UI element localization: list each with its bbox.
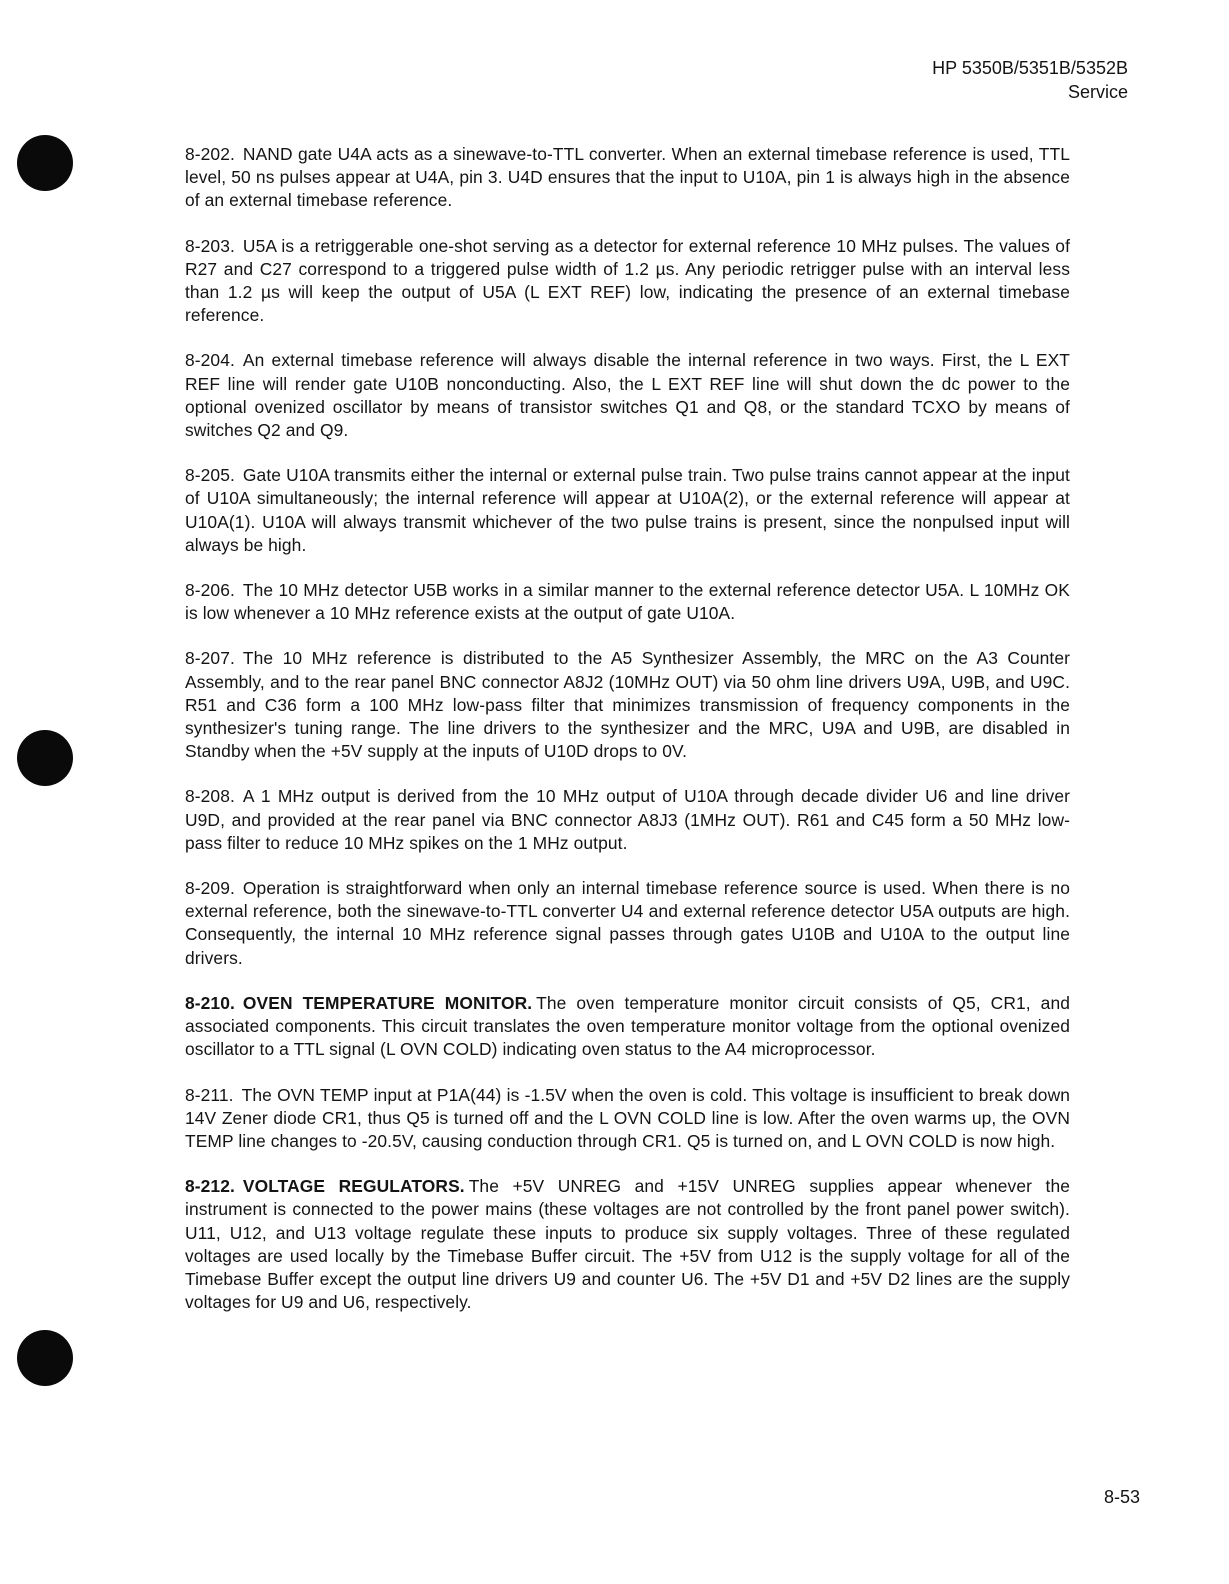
paragraph-text: The OVN TEMP input at P1A(44) is -1.5V when the oven is cold. This voltage is insufficient to break down 14V Zener diode CR1, thus Q5 is turned off and the L OVN COLD line is low. After the oven warms up, the OVN TEMP line changes to -20.5V, causing conduction through CR1. Q5 is turned on, and L OVN COLD is now high. <box>185 1084 1070 1151</box>
header-section: Service <box>1067 82 1128 102</box>
section-heading: VOLTAGE REGULATORS. <box>242 1176 465 1197</box>
paragraph-8-204 <box>185 349 1070 442</box>
paragraph-number: 8-211. <box>185 1084 234 1105</box>
paragraph-text: A 1 MHz output is derived from the 10 MHz output of U10A through decade divider U6 and line driver U9D, and provided at the rear panel via BNC connector A8J3 (1MHz OUT). R61 and C45 form a 50 MHz low-pass filter to reduce 10 MHz spikes on the 1 MHz output. <box>185 786 1070 853</box>
paragraph-8-203 <box>185 235 1070 328</box>
paragraph-8-210 <box>185 992 1070 1062</box>
paragraph-number: 8-210. <box>185 992 235 1013</box>
binder-hole-bottom <box>17 1330 73 1386</box>
paragraph-number: 8-208. <box>185 786 235 807</box>
section-heading: OVEN TEMPERATURE MONITOR. <box>242 992 533 1013</box>
body-text <box>185 143 1070 1336</box>
paragraph-8-209 <box>185 877 1070 970</box>
paragraph-number: 8-203. <box>185 235 235 256</box>
paragraph-text: The 10 MHz reference is distributed to the A5 Synthesizer Assembly, the MRC on the A3 Counter Assembly, and to the rear panel BNC connector A8J2 (10MHz OUT) via 50 ohm line drivers U9A, U9B, and U9C. R51 and C36 form a 100 MHz low-pass filter that minimizes transmission of frequency components in the synthesizer's tuning range. The line drivers to the synthesizer and the MRC, U9A and U9B, are disabled in Standby when the +5V supply at the inputs of U10D drops to 0V. <box>185 648 1070 762</box>
paragraph-text: The +5V UNREG and +15V UNREG supplies appear whenever the instrument is connected to the power mains (these voltages are not controlled by the front panel power switch). U11, U12, and U13 voltage regulate these inputs to produce six supply voltages. Three of these regulated voltages are used locally by the Timebase Buffer circuit. The +5V from U12 is the supply voltage for all of the Timebase Buffer except the output line drivers U9 and counter U6. The +5V D1 and +5V D2 lines are the supply voltages for U9 and U6, respectively. <box>185 1176 1070 1313</box>
paragraph-text: The 10 MHz detector U5B works in a similar manner to the external reference detector U5A. L 10MHz OK is low whenever a 10 MHz reference exists at the output of gate U10A. <box>185 580 1070 624</box>
paragraph-8-205 <box>185 464 1070 557</box>
paragraph-text: U5A is a retriggerable one-shot serving as a detector for external reference 10 MHz pulses. The values of R27 and C27 correspond to a triggered pulse width of 1.2 µs. Any periodic retrigger pulse with an interval less than 1.2 µs will keep the output of U5A (L EXT REF) low, indicating the presence of an external timebase reference. <box>185 235 1070 326</box>
binder-hole-top <box>17 135 73 191</box>
paragraph-number: 8-204. <box>185 350 235 371</box>
paragraph-8-202 <box>185 143 1070 213</box>
paragraph-8-211 <box>185 1084 1070 1154</box>
page-number: 8-53 <box>1103 1487 1140 1507</box>
paragraph-text: The oven temperature monitor circuit consists of Q5, CR1, and associated components. This circuit translates the oven temperature monitor voltage from the optional ovenized oscillator to a TTL signal (L OVN COLD) indicating oven status to the A4 microprocessor. <box>185 992 1070 1060</box>
paragraph-text: An external timebase reference will always disable the internal reference in two ways. First, the L EXT REF line will render gate U10B nonconducting. Also, the L EXT REF line will shut down the dc power to the optional ovenized oscillator by means of transistor switches Q1 and Q8, or the standard TCXO by means of switches Q2 and Q9. <box>185 350 1070 441</box>
page-header <box>932 56 1128 104</box>
paragraph-number: 8-206. <box>185 580 235 601</box>
paragraph-8-206 <box>185 579 1070 625</box>
paragraph-number: 8-205. <box>185 465 235 486</box>
binder-hole-middle <box>17 730 73 786</box>
paragraph-text: Operation is straightforward when only an internal timebase reference source is used. When there is no external reference, both the sinewave-to-TTL converter U4 and external reference detector U5A outputs are high. Consequently, the internal 10 MHz reference signal passes through gates U10B and U10A to the output line drivers. <box>185 878 1070 968</box>
paragraph-number: 8-207. <box>185 648 235 669</box>
paragraph-text: Gate U10A transmits either the internal or external pulse train. Two pulse trains cannot appear at the input of U10A simultaneously; the internal reference will appear at U10A(2), or the external reference will appear at U10A(1). U10A will always transmit whichever of the two pulse trains is present, since the nonpulsed input will always be high. <box>185 465 1070 555</box>
paragraph-text: NAND gate U4A acts as a sinewave-to-TTL converter. When an external timebase reference is used, TTL level, 50 ns pulses appear at U4A, pin 3. U4D ensures that the input to U10A, pin 1 is always high in the absence of an external timebase reference. <box>185 144 1070 211</box>
paragraph-number: 8-209. <box>185 878 235 899</box>
header-model: HP 5350B/5351B/5352B <box>932 58 1128 78</box>
paragraph-number: 8-212. <box>185 1176 235 1197</box>
paragraph-8-212 <box>185 1175 1070 1314</box>
paragraph-number: 8-202. <box>185 144 235 164</box>
paragraph-8-207 <box>185 647 1070 763</box>
paragraph-8-208 <box>185 785 1070 855</box>
